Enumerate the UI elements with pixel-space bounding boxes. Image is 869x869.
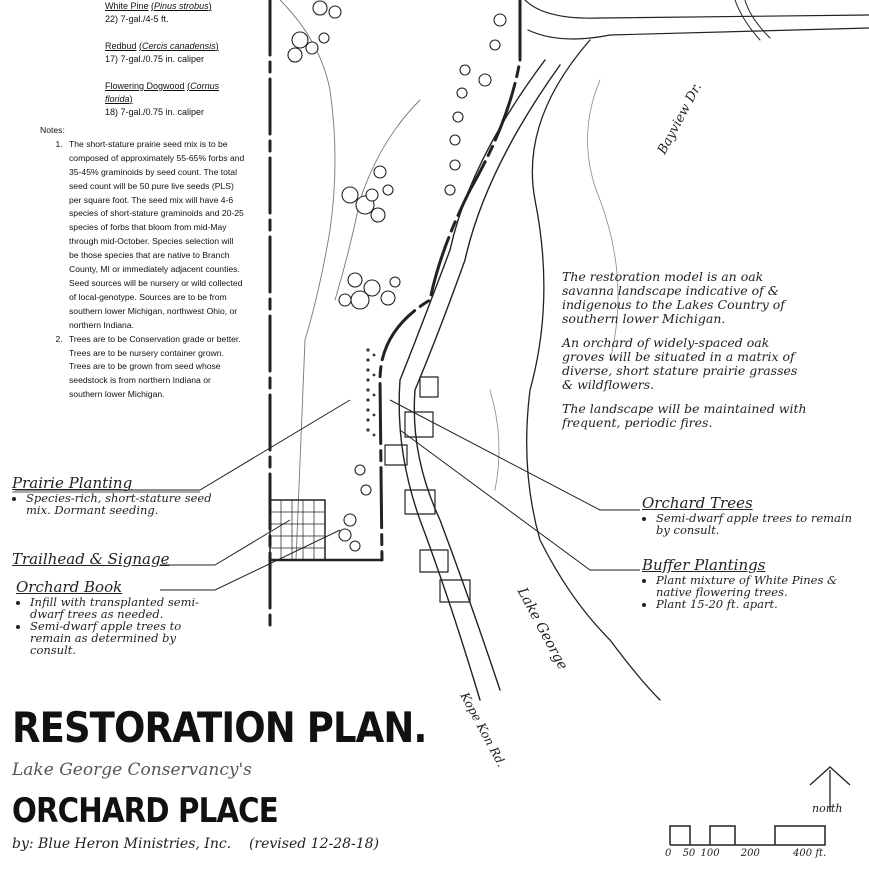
plan-place: ORCHARD PLACE — [12, 791, 278, 831]
callout-title: Buffer Plantings — [642, 556, 766, 574]
note-item: 2. Trees are to be Conservation grade or better. Trees are to be nursery container grown. Trees are to be grown from seed whose seedstock is from northern Indiana or southern lower Michigan. — [65, 333, 245, 403]
callout-title: Orchard Book — [16, 578, 123, 596]
callout-title: Orchard Trees — [642, 494, 753, 512]
plant-entry-redbud: Redbud (Cercis canadensis) 17) 7-gal./0.75 in. caliper — [105, 40, 265, 66]
credit-text: by: Blue Heron Ministries, Inc. — [12, 836, 232, 852]
narrative-paragraph: An orchard of widely-spaced oak groves will be situated in a matrix of diverse, short stature prairie grasses & wildflowers. — [562, 335, 798, 392]
plant-entry-white-pine: White Pine (Pinus strobus) 22) 7-gal./4-5 ft. — [105, 0, 265, 26]
callout-buffer — [642, 556, 857, 610]
narrative-paragraph: The restoration model is an oak savanna landscape indicative of & indigenous to the Lakes Country of southern lower Michigan. — [562, 269, 785, 326]
plant-list — [105, 0, 265, 119]
leader-buffer — [400, 430, 640, 570]
lake-inner-line-2 — [490, 390, 499, 490]
scale-label: 50 — [682, 848, 696, 859]
bayview-road-edge-1 — [525, 0, 869, 18]
revised-text: (revised 12-28-18) — [248, 836, 380, 852]
scale-label: 0 — [665, 848, 672, 859]
label-bayview: Bayview Dr. — [655, 80, 706, 158]
plant-entry-dogwood: Flowering Dogwood (Cornus florida) 18) 7-gal./0.75 in. caliper — [105, 80, 265, 119]
notes-block — [40, 124, 245, 402]
label-lake-george: Lake George — [513, 585, 571, 673]
notes-heading: Notes: — [40, 125, 65, 135]
bayview-road-edge-2 — [528, 28, 869, 39]
callout-item: • Plant mixture of White Pines & native flowering trees. — [656, 574, 857, 598]
plant-latin: Cornus florida — [105, 81, 220, 104]
callout-trailhead — [12, 550, 182, 568]
plant-name: Redbud — [105, 41, 137, 51]
house — [420, 377, 438, 397]
plant-qty: 18) 7-gal./0.75 in. caliper — [105, 107, 205, 117]
mowed-path — [280, 0, 335, 560]
scale-label: 200 — [740, 848, 760, 859]
callout-orchard-book — [16, 578, 206, 656]
callout-item: • Plant 15-20 ft. apart. — [656, 598, 857, 610]
callout-item: • Semi-dwarf apple trees to remain by consult. — [656, 512, 852, 536]
scale-label: 100 — [700, 848, 720, 859]
plant-qty: 22) 7-gal./4-5 ft. — [105, 14, 169, 24]
house — [405, 490, 435, 514]
plan-credit — [12, 836, 379, 852]
label-kope-kon: Kope Kon Rd. — [457, 690, 509, 770]
callout-orchard-trees — [642, 494, 852, 536]
scale-bar — [670, 826, 825, 845]
north-label: north — [812, 802, 843, 815]
narrative — [562, 270, 812, 440]
plant-name: White Pine — [105, 1, 149, 11]
house — [420, 550, 448, 572]
callout-title: Trailhead & Signage — [12, 550, 170, 568]
scale-label: 400 ft. — [793, 848, 827, 859]
plant-latin: Cercis canadensis — [142, 41, 216, 51]
callout-prairie — [12, 474, 222, 516]
callout-item: • Semi-dwarf apple trees to remain as determined by consult. — [30, 620, 206, 656]
callout-item: • Species-rich, short-stature seed mix. Dormant seeding. — [26, 492, 222, 516]
plant-qty: 17) 7-gal./0.75 in. caliper — [105, 54, 205, 64]
plan-organization: Lake George Conservancy's — [12, 760, 252, 780]
callout-title: Prairie Planting — [12, 474, 133, 492]
driveway-line-2 — [745, 0, 770, 38]
note-item: 1. The short-stature prairie seed mix is to be composed of approximately 55-65% forbs and 35-45% graminoids by seed count. The total seed count will be 50 pure live seeds (PLS) per square foot. The seed mix will have 4-6 species of short-stature graminoids and 20-25 species of forbs that bloom from mid-May through mid-October. Species selection will be those species that are native to Branch County, MI or immediately adjacent counties. Seed sources will be nursery or wild collected of local-genotype. Sources are to be from southern lower Michigan, northwest Ohio, or northern Indiana. — [65, 138, 245, 333]
plant-latin: Pinus strobus — [154, 1, 209, 11]
property-boundary-right — [380, 0, 520, 560]
scale-labels — [665, 848, 826, 859]
narrative-paragraph: The landscape will be maintained with frequent, periodic fires. — [562, 401, 807, 430]
plan-title: RESTORATION PLAN. — [12, 703, 427, 752]
callout-item: • Infill with transplanted semi-dwarf trees as needed. — [30, 596, 206, 620]
plant-name: Flowering Dogwood — [105, 81, 185, 91]
